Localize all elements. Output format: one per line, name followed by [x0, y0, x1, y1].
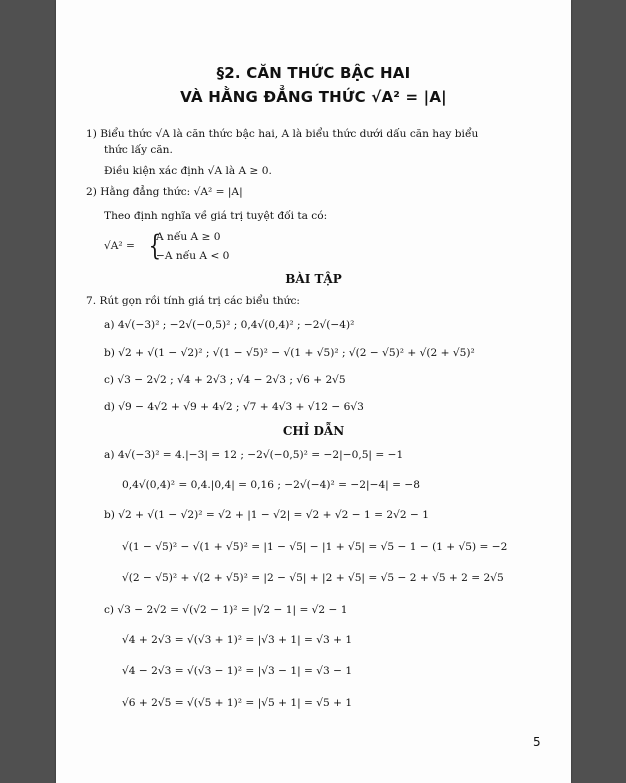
guide-line: √4 − 2√3 = √(√3 − 1)² = |√3 − 1| = √3 − 1: [122, 665, 353, 677]
guide-heading: CHỈ DẪN: [282, 424, 345, 438]
guide-line: √(2 − √5)² + √(2 + √5)² = |2 − √5| + |2 + √5| = √5 − 2 + √5 + 2 = 2√5: [122, 572, 504, 584]
theory-line: thức lấy căn.: [104, 144, 173, 156]
case-negative: −A nếu A < 0: [156, 250, 230, 262]
document-page: [56, 0, 571, 783]
exercise-line: 7. Rút gọn rồi tính giá trị các biểu thức:: [86, 295, 300, 307]
page-number: 5: [533, 735, 541, 749]
section-subtitle: VÀ HẰNG ĐẲNG THỨC √A² = |A|: [180, 88, 447, 106]
brace-icon: {: [148, 229, 162, 262]
guide-line: √(1 − √5)² − √(1 + √5)² = |1 − √5| − |1 + √5| = √5 − 1 − (1 + √5) = −2: [122, 541, 508, 553]
guide-line: b) √2 + √(1 − √2)² = √2 + |1 − √2| = √2 + √2 − 1 = 2√2 − 1: [104, 509, 429, 521]
exercise-line: c) √3 − 2√2 ; √4 + 2√3 ; √4 − 2√3 ; √6 + 2√5: [104, 374, 346, 386]
guide-line: c) √3 − 2√2 = √(√2 − 1)² = |√2 − 1| = √2 − 1: [104, 604, 348, 616]
guide-line: √4 + 2√3 = √(√3 + 1)² = |√3 + 1| = √3 + 1: [122, 634, 353, 646]
exercises-heading: BÀI TẬP: [285, 272, 342, 286]
exercise-line: b) √2 + √(1 − √2)² ; √(1 − √5)² − √(1 + √5)² ; √(2 − √5)² + √(2 + √5)²: [104, 347, 475, 359]
absolute-value-lhs: √A² =: [104, 240, 135, 252]
theory-line: 2) Hằng đẳng thức: √A² = |A|: [86, 186, 243, 198]
case-positive: A nếu A ≥ 0: [156, 231, 221, 243]
exercise-line: a) 4√(−3)² ; −2√(−0,5)² ; 0,4√(0,4)² ; −2√(−4)²: [104, 319, 355, 331]
theory-line: Điều kiện xác định √A là A ≥ 0.: [104, 165, 272, 177]
section-title: §2. CĂN THỨC BẬC HAI: [216, 64, 411, 82]
guide-line: 0,4√(0,4)² = 0,4.|0,4| = 0,16 ; −2√(−4)² = −2|−4| = −8: [122, 479, 420, 491]
guide-line: √6 + 2√5 = √(√5 + 1)² = |√5 + 1| = √5 + 1: [122, 697, 353, 709]
theory-line: Theo định nghĩa về giá trị tuyệt đối ta có:: [104, 210, 328, 222]
theory-line: 1) Biểu thức √A là căn thức bậc hai, A là biểu thức dưới dấu căn hay biểu: [86, 128, 479, 140]
exercise-line: d) √9 − 4√2 + √9 + 4√2 ; √7 + 4√3 + √12 − 6√3: [104, 401, 364, 413]
guide-line: a) 4√(−3)² = 4.|−3| = 12 ; −2√(−0,5)² = −2|−0,5| = −1: [104, 449, 404, 461]
